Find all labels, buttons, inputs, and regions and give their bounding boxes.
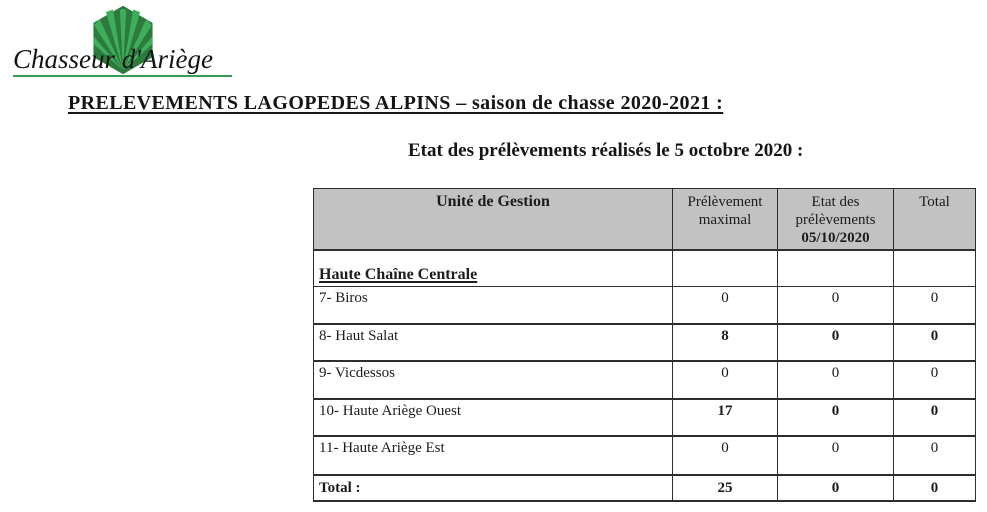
row-etat-value: 0 [778, 361, 894, 399]
logo-wordmark: Chasseur d'Ariège [13, 44, 214, 74]
header-unite-de-gestion: Unité de Gestion [314, 189, 673, 251]
table-row-total [314, 475, 976, 501]
row-total-value: 0 [894, 286, 976, 324]
row-total-value: 0 [894, 361, 976, 399]
empty-cell [673, 250, 778, 286]
row-total-value: 0 [894, 399, 976, 436]
row-label: 9- Vicdessos [314, 361, 673, 399]
header-etat-des-prelevements [778, 189, 894, 251]
header-prelevement-maximal: Prélèvement maximal [673, 189, 778, 251]
table-row-haute-ariege-ouest [314, 399, 976, 436]
empty-cell [894, 250, 976, 286]
document-subtitle: Etat des prélèvements réalisés le 5 octobre 2020 : [408, 140, 804, 161]
row-label: 8- Haut Salat [314, 324, 673, 361]
row-label: 7- Biros [314, 286, 673, 324]
total-label: Total : [314, 475, 673, 501]
section-label: Haute Chaîne Centrale [319, 265, 478, 283]
row-label: 10- Haute Ariège Ouest [314, 399, 673, 436]
row-etat-value: 0 [778, 324, 894, 361]
header-total: Total [894, 189, 976, 251]
document-title: PRELEVEMENTS LAGOPEDES ALPINS – saison de chasse 2020-2021 : [68, 92, 724, 114]
logo-underline [13, 75, 232, 77]
header-etat-date: 05/10/2020 [801, 230, 870, 246]
header-etat-label: Etat des prélèvements [795, 194, 876, 228]
table-row-vicdessos [314, 361, 976, 399]
table-row-biros [314, 286, 976, 324]
row-total-value: 0 [894, 324, 976, 361]
row-etat-value: 0 [778, 436, 894, 475]
total-etat-value: 0 [778, 475, 894, 501]
row-label: 11- Haute Ariège Est [314, 436, 673, 475]
row-max-value: 8 [673, 324, 778, 361]
section-cell [314, 250, 673, 286]
row-total-value: 0 [894, 436, 976, 475]
row-etat-value: 0 [778, 286, 894, 324]
row-max-value: 0 [673, 286, 778, 324]
row-max-value: 17 [673, 399, 778, 436]
row-max-value: 0 [673, 361, 778, 399]
table-row-haut-salat [314, 324, 976, 361]
total-max-value: 25 [673, 475, 778, 501]
empty-cell [778, 250, 894, 286]
section-row [314, 250, 976, 286]
table-row-haute-ariege-est [314, 436, 976, 475]
table-header-row [314, 189, 976, 251]
total-total-value: 0 [894, 475, 976, 501]
logo [13, 4, 235, 78]
row-etat-value: 0 [778, 399, 894, 436]
row-max-value: 0 [673, 436, 778, 475]
harvest-table [313, 188, 976, 502]
